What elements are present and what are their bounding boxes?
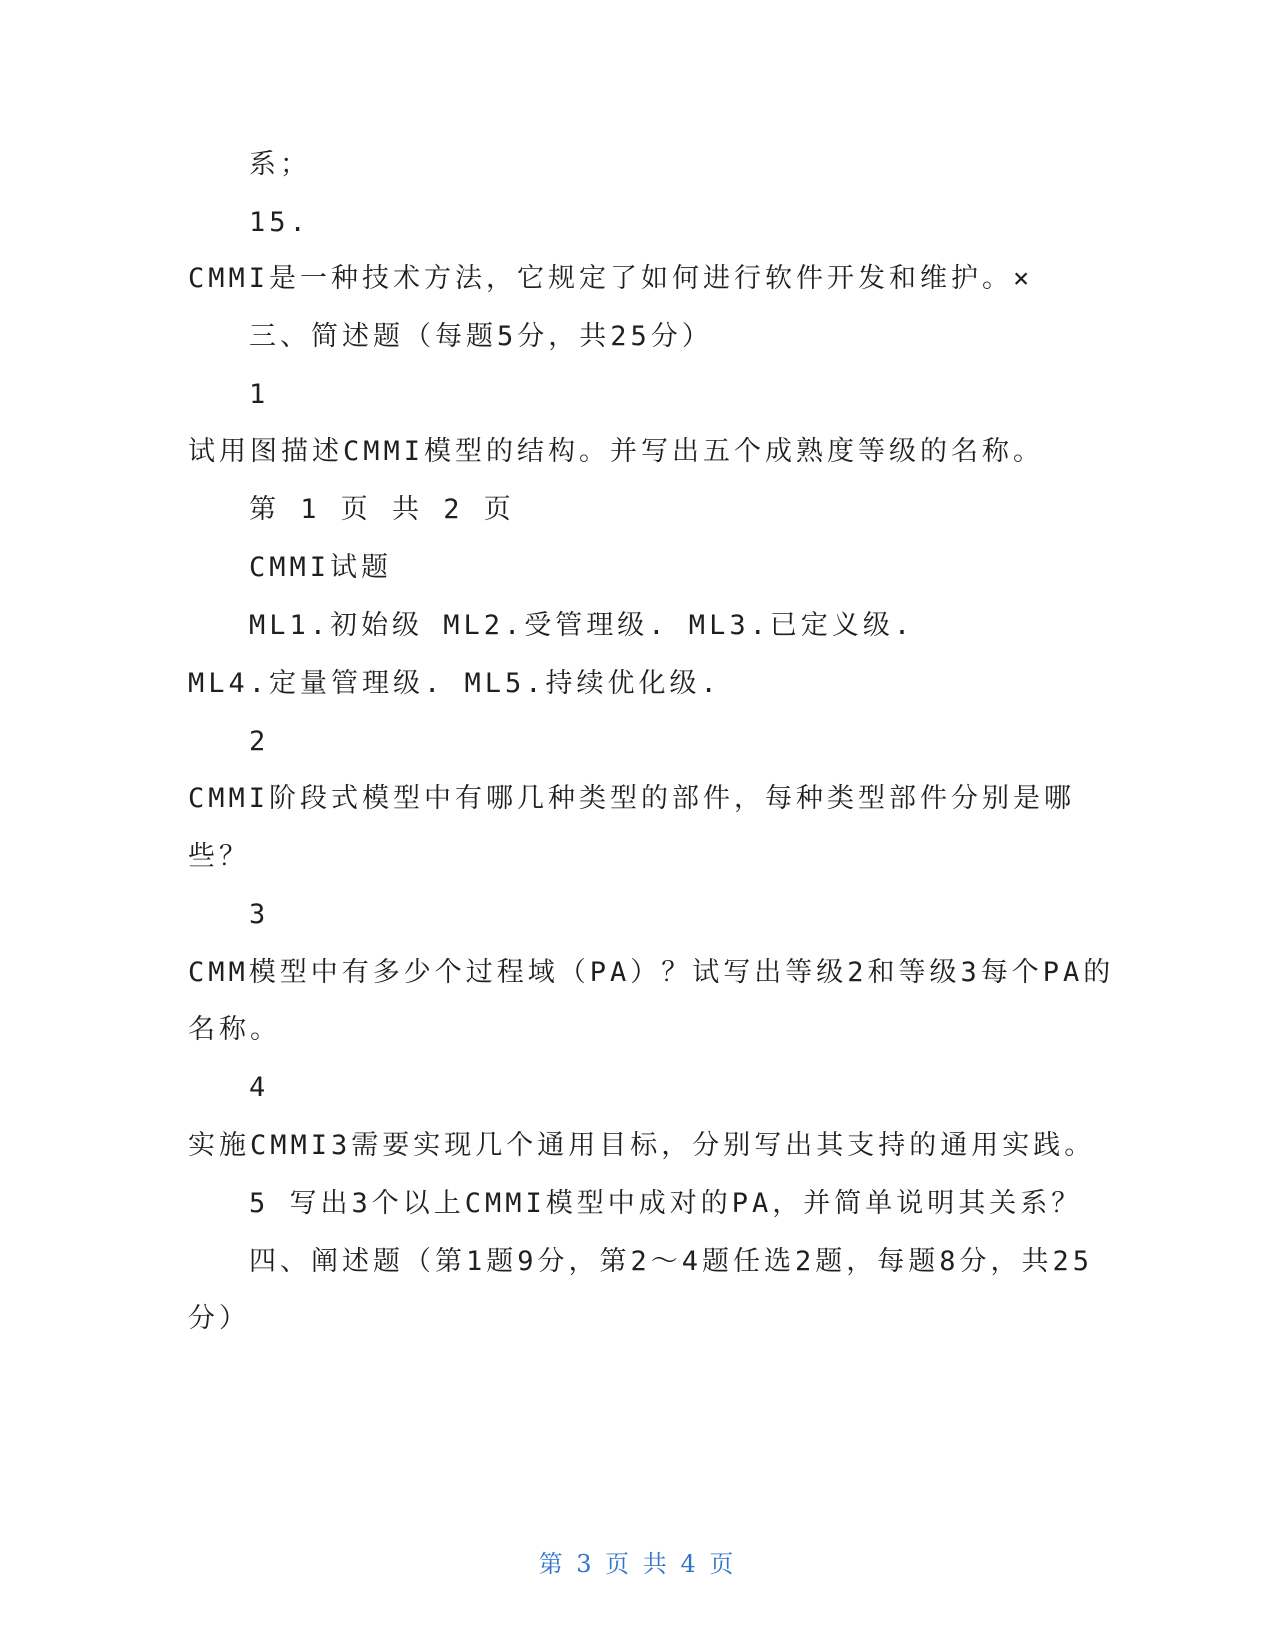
question-text: 名称。 xyxy=(188,1014,281,1045)
inner-page-label: 第 1 页 共 2 页 xyxy=(249,494,515,525)
answer-text: ML4.定量管理级. ML5.持续优化级. xyxy=(188,668,721,699)
question-text: CMM模型中有多少个过程域（PA）？试写出等级2和等级3每个PA的 xyxy=(188,957,1115,988)
question-text: 5 写出3个以上CMMI模型中成对的PA，并简单说明其关系？ xyxy=(249,1188,1083,1219)
question-number: 1 xyxy=(249,379,270,410)
question-number: 4 xyxy=(249,1072,270,1103)
section-heading: 四、阐述题（第1题9分，第2～4题任选2题，每题8分，共25 xyxy=(249,1246,1094,1277)
section-heading: 分） xyxy=(188,1303,250,1334)
text-line: CMMI试题 xyxy=(249,552,393,583)
text-line: CMMI是一种技术方法，它规定了如何进行软件开发和维护。× xyxy=(188,263,1034,294)
section-heading: 三、简述题（每题5分，共25分） xyxy=(249,321,713,352)
answer-text: ML1.初始级 ML2.受管理级. ML3.已定义级. xyxy=(249,610,915,641)
question-text: CMMI阶段式模型中有哪几种类型的部件，每种类型部件分别是哪 xyxy=(188,783,1076,814)
question-number: 15. xyxy=(249,207,310,238)
text-line: 系； xyxy=(249,149,311,180)
question-text: 实施CMMI3需要实现几个通用目标，分别写出其支持的通用实践。 xyxy=(188,1130,1096,1161)
question-number: 3 xyxy=(249,899,270,930)
question-text: 些？ xyxy=(188,841,250,872)
question-text: 试用图描述CMMI模型的结构。并写出五个成熟度等级的名称。 xyxy=(188,436,1045,467)
page-footer: 第 3 页 共 4 页 xyxy=(538,1550,737,1578)
question-number: 2 xyxy=(249,726,270,757)
